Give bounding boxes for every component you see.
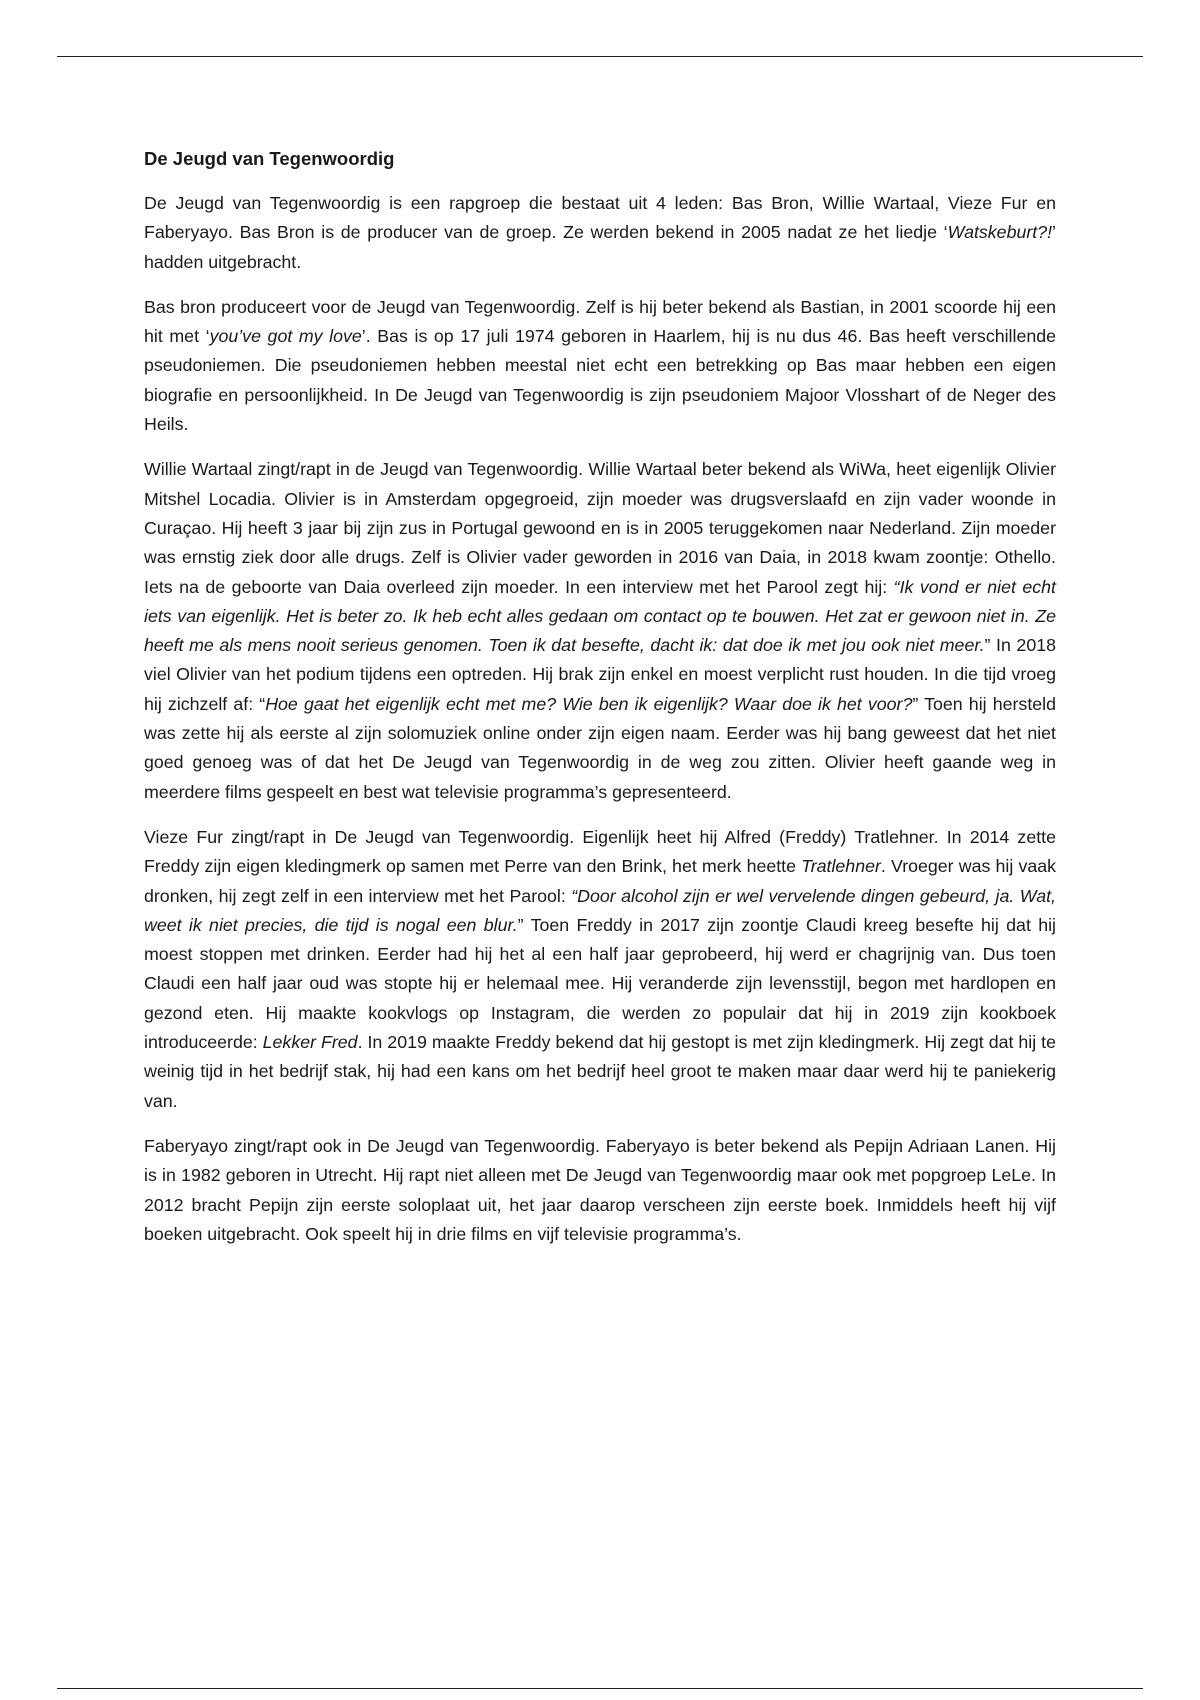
text-segment: Bas bron produceert voor de Jeugd van Tegenwoordig. Zelf is hij beter bekend als Bastian, in 2001 scoorde hij een hit met ‘ — [144, 296, 1056, 347]
text-segment: De Jeugd van Tegenwoordig is een rapgroep die bestaat uit 4 leden: Bas Bron, Willie Wartaal, Vieze Fur en Faberyayo. Bas Bron is de producer van de groep. Ze werden bekend in 2005 nadat ze het liedje ‘ — [144, 193, 1056, 243]
italic-text: Tratlehner — [801, 856, 881, 877]
text-segment: ” Toen Freddy in 2017 zijn zoontje Claudi kreeg besefte hij dat hij moest stoppen met drinken. Eerder had hij het al een half jaar geprobeerd, hij werd er chagrijnig van. Dus toen Claudi een half jaar oud was stopte hij er helemaal mee. Hij veranderde zijn levensstijl, begon met hardlopen en gezond eten. Hij maakte kookvlogs op Instagram, die werden zo populair dat hij in 2019 zijn kookboek introduceerde: — [144, 914, 1056, 1053]
paragraph — [144, 455, 1056, 807]
italic-text: Watskeburt?! — [947, 222, 1053, 243]
paragraph — [144, 293, 1056, 439]
italic-text: “Ik vond er niet echt iets van eigenlijk. Het is beter zo. Ik heb echt alles gedaan om contact op te bouwen. Het zat er gewoon niet in. Ze heeft me als mens nooit serieus genomen. Toen ik dat besefte, dacht ik: dat doe ik met jou ook niet meer. — [144, 576, 1056, 656]
italic-text: Hoe gaat het eigenlijk echt met me? Wie ben ik eigenlijk? Waar doe ik het voor? — [265, 693, 913, 714]
document-body — [144, 144, 1056, 1265]
text-segment: ’ hadden uitgebracht. — [144, 222, 1056, 272]
text-segment: ” In 2018 viel Olivier van het podium tijdens een optreden. Hij brak zijn enkel en moest verplicht rust houden. In die tijd vroeg hij zichzelf af: “ — [144, 635, 1056, 714]
italic-text: “Door alcohol zijn er wel vervelende dingen gebeurd, ja. Wat, weet ik niet precies, die tijd is nogal een blur. — [144, 885, 1056, 935]
text-segment: Willie Wartaal zingt/rapt in de Jeugd van Tegenwoordig. Willie Wartaal beter bekend als WiWa, heet eigenlijk Olivier Mitshel Locadia. Olivier is in Amsterdam opgegroeid, zijn moeder was drugsverslaafd en zijn vader woonde in Curaçao. Hij heeft 3 jaar bij zijn zus in Portugal gewoond en is in 2005 teruggekomen naar Nederland. Zijn moeder was ernstig ziek door alle drugs. Zelf is Olivier vader geworden in 2016 van Daia, in 2018 kwam zoontje: Othello. Iets na de geboorte van Daia overleed zijn moeder. In een interview met het Parool zegt hij: — [144, 459, 1056, 597]
document-title: De Jeugd van Tegenwoordig — [144, 148, 395, 169]
paragraph-list — [144, 189, 1056, 1249]
text-segment: Vieze Fur zingt/rapt in De Jeugd van Tegenwoordig. Eigenlijk heet hij Alfred (Freddy) Tratlehner. In 2014 zette Freddy zijn eigen kledingmerk op samen met Perre van den Brink, het merk heette — [144, 826, 1056, 877]
header-rule — [57, 56, 1143, 57]
text-segment: ’. Bas is op 17 juli 1974 geboren in Haarlem, hij is nu dus 46. Bas heeft verschillende pseudoniemen. Die pseudoniemen hebben meestal niet echt een betrekking op Bas maar hebben een eigen biografie en persoonlijkheid. In De Jeugd van Tegenwoordig is zijn pseudoniem Majoor Vlosshart of de Neger des Heils. — [144, 326, 1057, 435]
paragraph — [144, 189, 1056, 277]
text-segment: . In 2019 maakte Freddy bekend dat hij gestopt is met zijn kledingmerk. Hij zegt dat hij te weinig tijd in het bedrijf stak, hij had een kans om het bedrijf heel groot te maken maar daar werd hij te paniekerig van. — [144, 1032, 1056, 1111]
italic-text: you’ve got my love — [209, 326, 362, 347]
italic-text: Lekker Fred — [262, 1032, 358, 1053]
footer-rule — [57, 1688, 1143, 1689]
paragraph — [144, 1132, 1056, 1249]
text-segment: . Vroeger was hij vaak dronken, hij zegt zelf in een interview met het Parool: — [144, 856, 1056, 906]
paragraph — [144, 823, 1056, 1116]
text-segment: Faberyayo zingt/rapt ook in De Jeugd van Tegenwoordig. Faberyayo is beter bekend als Pepijn Adriaan Lanen. Hij is in 1982 geboren in Utrecht. Hij rapt niet alleen met De Jeugd van Tegenwoordig maar ook met popgroep LeLe. In 2012 bracht Pepijn zijn eerste soloplaat uit, het jaar daarop verscheen zijn eerste boek. Inmiddels heeft hij vijf boeken uitgebracht. Ook speelt hij in drie films en vijf televisie programma’s. — [144, 1135, 1056, 1244]
text-segment: ” Toen hij hersteld was zette hij als eerste al zijn solomuziek online onder zijn eigen naam. Eerder was hij bang geweest dat het niet goed genoeg was of dat het De Jeugd van Tegenwoordig in de weg zou zitten. Olivier heeft gaande weg in meerdere films gespeelt en best wat televisie programma’s gepresenteerd. — [144, 693, 1056, 802]
